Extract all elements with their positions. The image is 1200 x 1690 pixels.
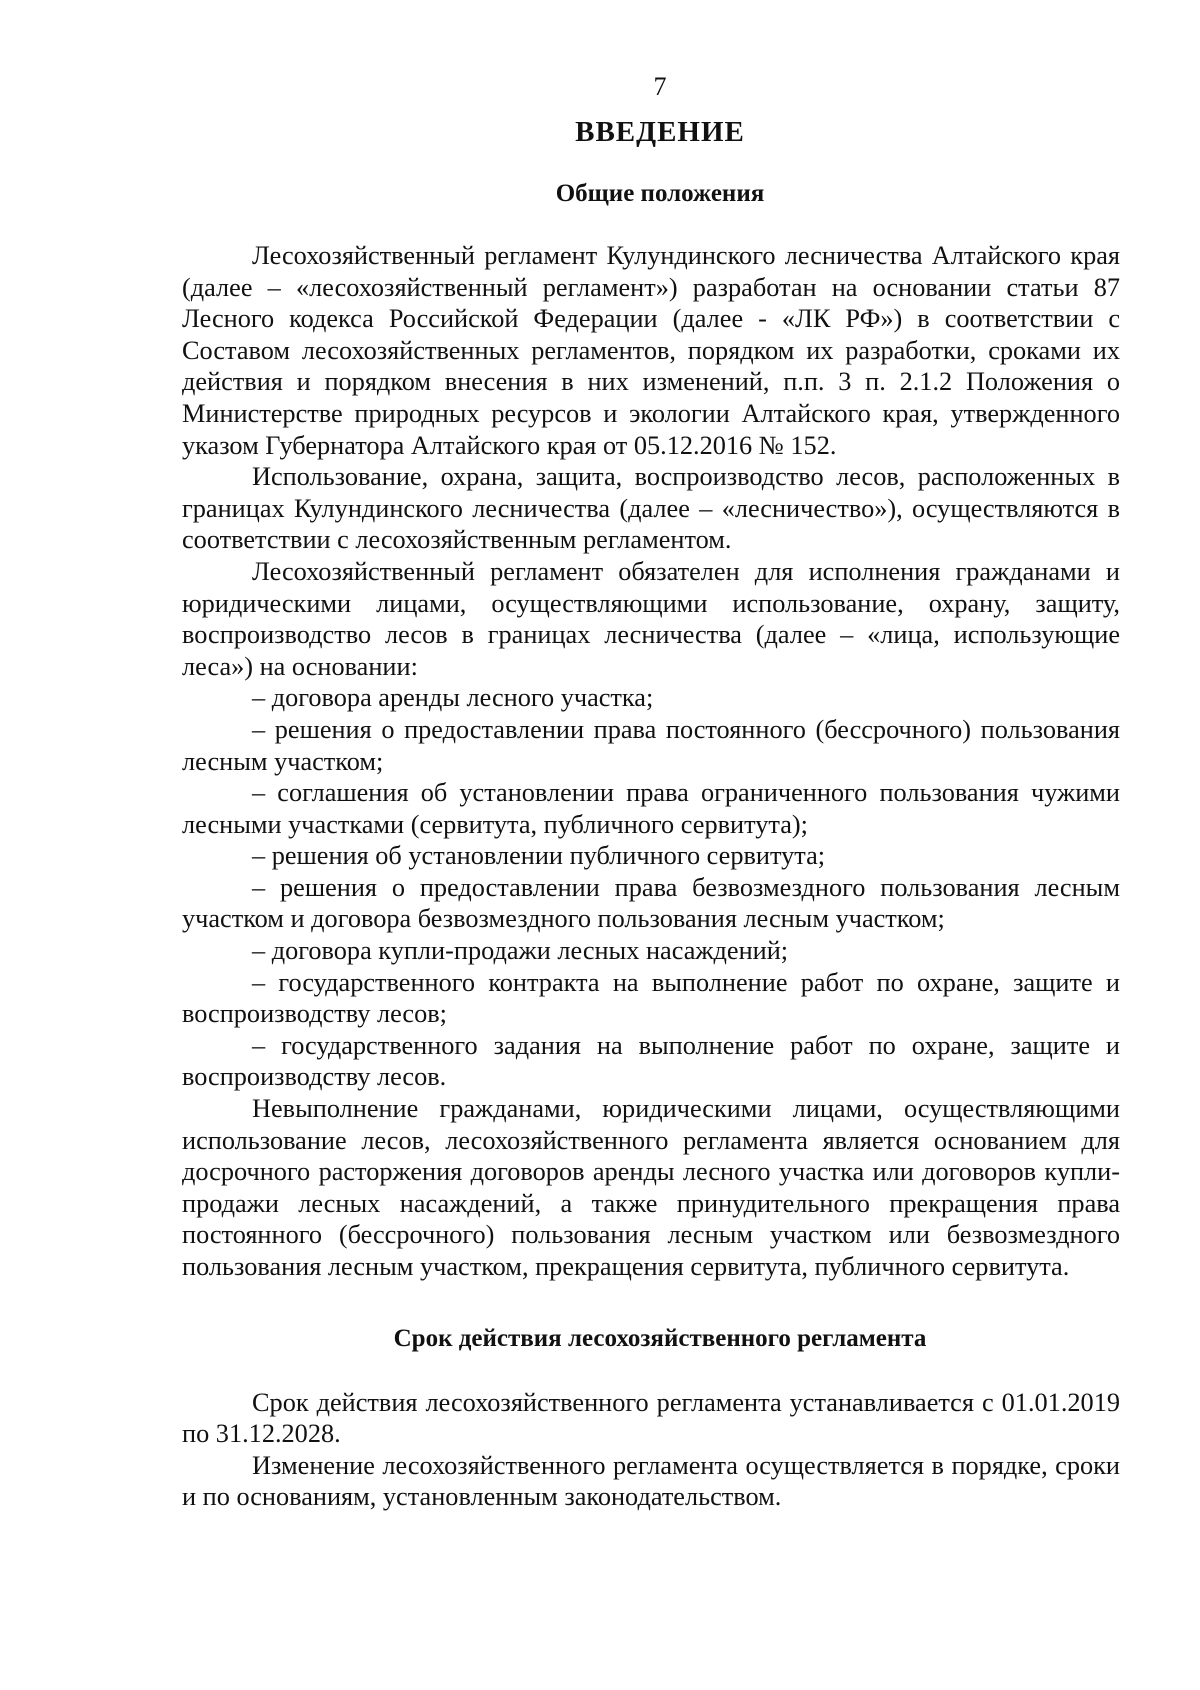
list-item: – решения о предоставлении права безвозмездного пользования лесным участком и договора безвозмездного пользования лесным участком; — [182, 872, 1120, 934]
list-item: – государственного задания на выполнение работ по охране, защите и воспроизводству лесов. — [182, 1030, 1120, 1092]
list-item: – решения об установлении публичного сервитута; — [252, 841, 826, 871]
list-item: – решения о предоставлении права постоянного (бессрочного) пользования лесным участком; — [182, 714, 1120, 776]
document-heading: ВВЕДЕНИЕ — [575, 116, 745, 148]
paragraph: Срок действия лесохозяйственного регламента устанавливается с 01.01.2019 по 31.12.2028. — [182, 1387, 1120, 1449]
paragraph: Использование, охрана, защита, воспроизводство лесов, расположенных в границах Кулундинского лесничества (далее – «лесничество»), осуществляются в соответствии с лесохозяйственным регламентом. — [182, 462, 1120, 555]
section-title: Общие положения — [555, 180, 765, 207]
paragraph: Лесохозяйственный регламент обязателен для исполнения гражданами и юридическими лицами, осуществляющими использование, охрану, защиту, воспроизводство лесов в границах лесничества (далее – «лица, использующие леса») на основании: — [182, 556, 1120, 681]
paragraph: Лесохозяйственный регламент Кулундинского лесничества Алтайского края (далее – «лесохозяйственный регламент») разработан на основании статьи 87 Лесного кодекса Российской Федерации (далее - «ЛК РФ») в соответствии с Составом лесохозяйственных регламентов, порядком их разработки, сроками их действия и порядком внесения в них изменений, п.п. 3 п. 2.1.2 Положения о Министерстве природных ресурсов и экологии Алтайского края, утвержденного указом Губернатора Алтайского края от 05.12.2016 № 152. — [182, 241, 1120, 460]
section-general-provisions — [182, 178, 1120, 1283]
list-item: – договора аренды лесного участка; — [252, 683, 654, 713]
section-validity-period — [182, 1323, 1120, 1513]
section-title: Срок действия лесохозяйственного регламента — [393, 1324, 927, 1352]
list-item: – государственного контракта на выполнение работ по охране, защите и воспроизводству лесов; — [182, 967, 1120, 1029]
paragraph: Изменение лесохозяйственного регламента осуществляется в порядке, сроки и по основаниям, установленным законодательством. — [182, 1450, 1120, 1512]
list-item: – соглашения об установлении права ограниченного пользования чужими лесными участками (сервитута, публичного сервитута); — [182, 778, 1120, 839]
paragraph: Невыполнение гражданами, юридическими лицами, осуществляющими использование лесов, лесохозяйственного регламента является основанием для досрочного расторжения договоров аренды лесного участка или договоров купли-продажи лесных насаждений, а также принудительного прекращения права постоянного (бессрочного) пользования лесным участком или безвозмездного пользования лесным участком, прекращения сервитута, публичного сервитута. — [182, 1094, 1120, 1281]
page-number: 7 — [653, 72, 667, 101]
document-page — [182, 70, 1120, 1513]
list-item: – договора купли-продажи лесных насаждений; — [252, 936, 789, 966]
